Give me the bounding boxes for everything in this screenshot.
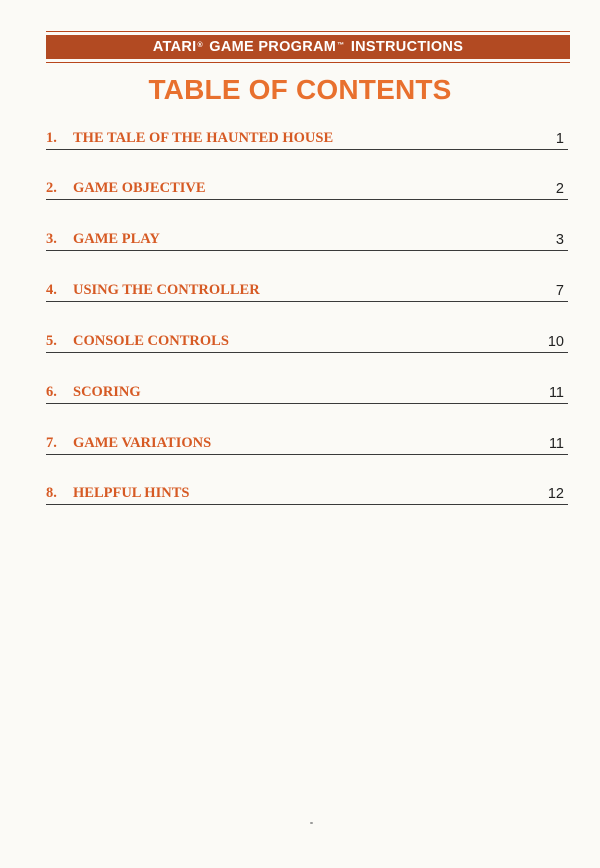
toc-entry-controller bbox=[46, 279, 568, 302]
toc-entry-game-play bbox=[46, 228, 568, 251]
toc-entry-tale bbox=[46, 127, 568, 150]
toc-entry-number: 5. bbox=[46, 333, 57, 349]
toc-entry-page: 1 bbox=[555, 131, 564, 147]
toc-entry-page: 11 bbox=[548, 436, 564, 452]
toc-entry-console-controls bbox=[46, 330, 568, 353]
toc-entry-page: 2 bbox=[555, 181, 564, 197]
toc-entry-title: CONSOLE CONTROLS bbox=[73, 333, 229, 349]
toc-entry-scoring bbox=[46, 381, 568, 404]
toc-entry-variations bbox=[46, 432, 568, 455]
toc-entry-label bbox=[46, 130, 333, 147]
toc-entry-title: THE TALE OF THE HAUNTED HOUSE bbox=[73, 130, 334, 146]
toc-entry-label bbox=[46, 333, 229, 350]
toc-entry-label bbox=[46, 180, 206, 197]
toc-entry-title: HELPFUL HINTS bbox=[73, 485, 190, 501]
trademark-mark: ™ bbox=[337, 41, 345, 49]
toc-entry-label bbox=[46, 231, 160, 248]
toc-entry-title: GAME OBJECTIVE bbox=[73, 180, 206, 196]
toc-entry-label bbox=[46, 384, 141, 401]
toc-entry-number: 1. bbox=[46, 130, 57, 146]
toc-entry-title: USING THE CONTROLLER bbox=[73, 282, 260, 298]
toc-entry-label bbox=[46, 282, 260, 299]
toc-entry-number: 2. bbox=[46, 180, 57, 196]
toc-entry-page: 10 bbox=[547, 334, 564, 350]
toc-entry-page: 11 bbox=[548, 385, 564, 401]
toc-entry-page: 7 bbox=[555, 283, 564, 299]
toc-entry-page: 12 bbox=[547, 486, 564, 502]
toc-entry-number: 4. bbox=[46, 282, 57, 298]
toc-entry-number: 7. bbox=[46, 435, 57, 451]
toc-entry-number: 8. bbox=[46, 485, 57, 501]
header-program: GAME PROGRAM bbox=[209, 39, 337, 55]
toc-entry-number: 6. bbox=[46, 384, 57, 400]
toc-entry-hints bbox=[46, 482, 568, 505]
paper-speck bbox=[310, 822, 313, 824]
page-title: TABLE OF CONTENTS bbox=[148, 74, 452, 105]
toc-entry-number: 3. bbox=[46, 231, 57, 247]
header-rule-top bbox=[46, 31, 570, 32]
toc-entry-title: GAME PLAY bbox=[73, 231, 160, 247]
header-banner bbox=[46, 35, 570, 59]
header-brand: ATARI bbox=[152, 39, 197, 55]
toc-entry-label bbox=[46, 485, 189, 502]
toc-entry-title: GAME VARIATIONS bbox=[73, 435, 212, 451]
registered-mark: ® bbox=[197, 41, 203, 49]
header-rule-bottom bbox=[46, 62, 570, 63]
toc-entry-title: SCORING bbox=[73, 384, 141, 400]
toc-entry-label bbox=[46, 435, 211, 452]
header-instructions: INSTRUCTIONS bbox=[350, 39, 464, 55]
toc-entry-objective bbox=[46, 177, 568, 200]
toc-entry-page: 3 bbox=[555, 232, 564, 248]
